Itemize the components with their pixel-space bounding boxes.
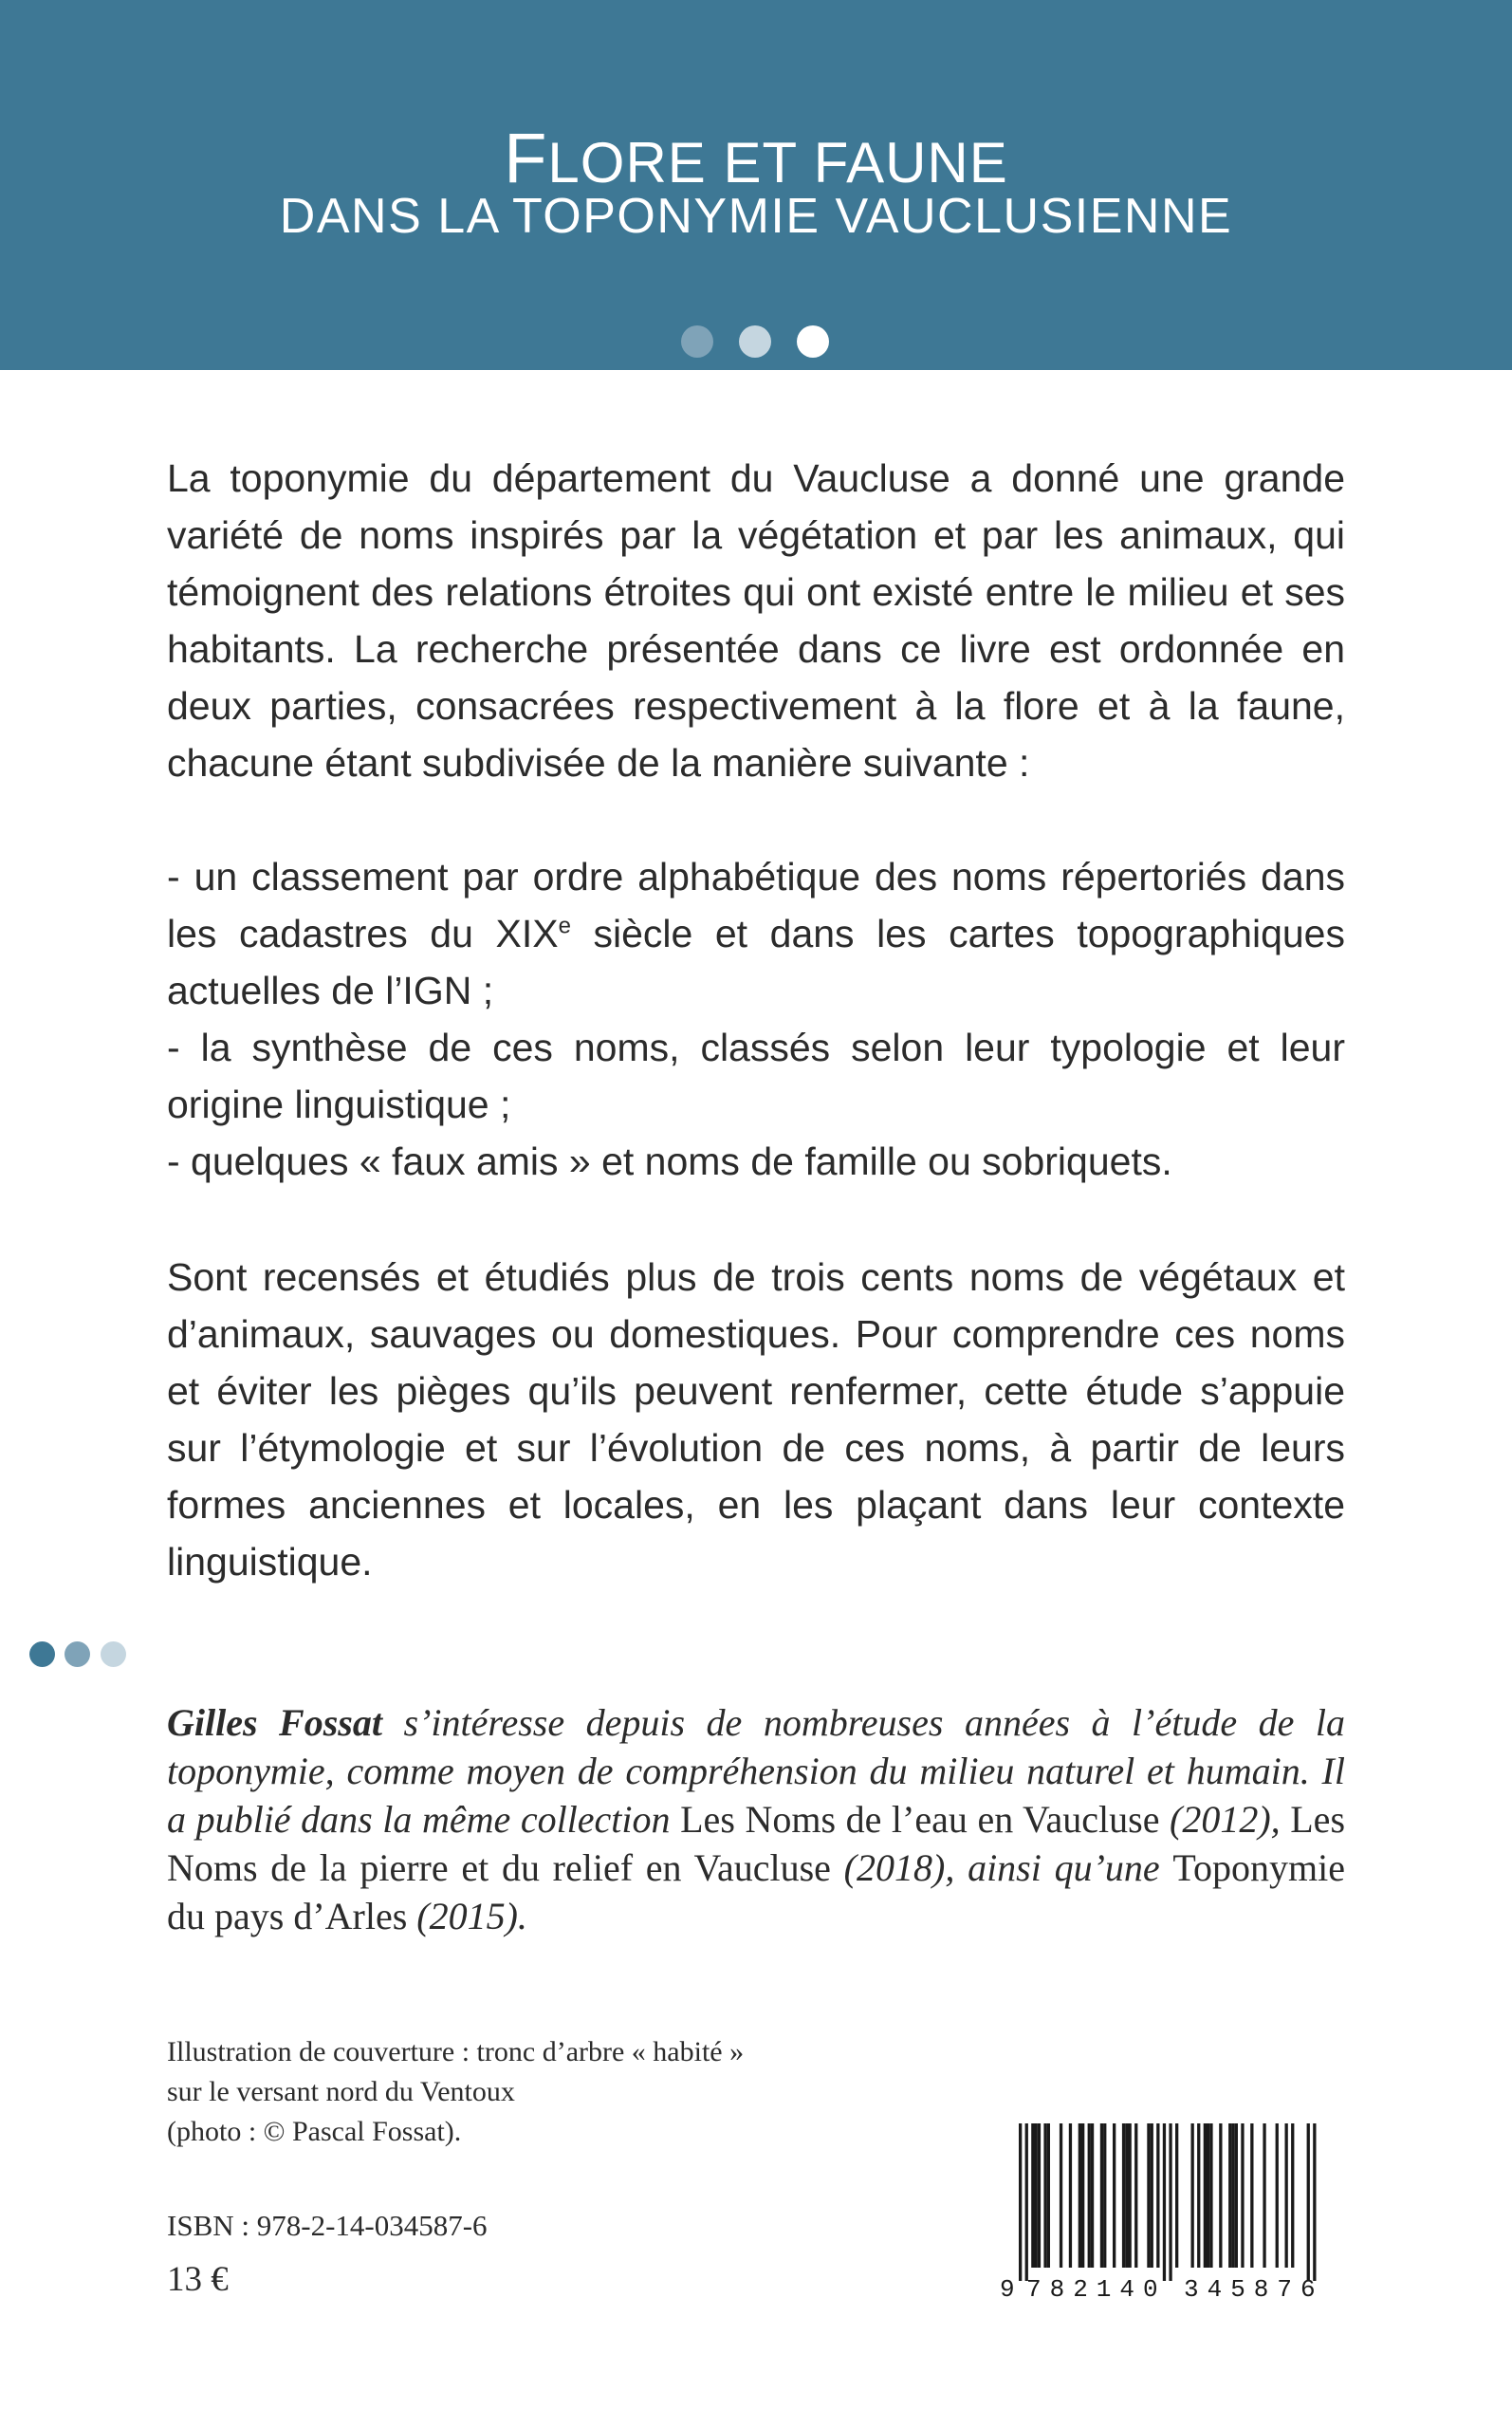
barcode-bar	[1191, 2123, 1194, 2268]
barcode-right-digits: 345876	[1184, 2275, 1324, 2300]
cover-header	[0, 0, 1512, 370]
barcode-left-digits: 782140	[1026, 2275, 1167, 2300]
barcode-bar	[1103, 2123, 1106, 2268]
barcode-bar	[1113, 2123, 1116, 2268]
barcode-bar	[1043, 2123, 1046, 2268]
barcode-bar	[1175, 2123, 1178, 2268]
price: 13 €	[167, 2260, 229, 2299]
barcode-bar	[1219, 2123, 1222, 2268]
barcode-bar	[1100, 2123, 1103, 2268]
barcode-bar	[1134, 2123, 1137, 2268]
barcode-bar	[1091, 2123, 1094, 2268]
isbn: ISBN : 978-2-14-034587-6	[167, 2209, 488, 2242]
barcode-bar	[1204, 2123, 1207, 2268]
barcode-bar	[1025, 2123, 1028, 2281]
barcode-bar	[1169, 2123, 1171, 2281]
barcode-bar	[1209, 2123, 1212, 2268]
barcode-bar	[1081, 2123, 1084, 2268]
header-dot-3	[797, 325, 829, 358]
title-line-1: FLORE ET FAUNE	[504, 119, 1008, 197]
barcode-bar	[1307, 2123, 1310, 2281]
barcode-bar	[1019, 2123, 1022, 2281]
author-bio: Gilles Fossat s’intéresse depuis de nombreuses années à l’étude de la toponymie, comme moyen de compréhension du milieu naturel et humain. Il a publié dans la même collection Les Noms de l’eau en Vaucluse (2012), Les Noms de la pierre et du relief en Vaucluse (2018), ainsi qu’une Toponymie du pays d’Arles (2015).	[167, 1701, 1346, 1937]
barcode-bar	[1147, 2123, 1150, 2268]
book-title: Toponymie du pays d’Arles	[167, 1846, 1346, 1937]
barcode-bar	[1031, 2123, 1034, 2268]
side-dot-1	[29, 1641, 55, 1667]
barcode-bar	[1241, 2123, 1244, 2268]
barcode-bar	[1088, 2123, 1091, 2268]
barcode-bar	[1129, 2123, 1132, 2268]
barcode-bar	[1291, 2123, 1294, 2268]
barcode-bar	[1207, 2123, 1209, 2268]
barcode-bar	[1060, 2123, 1062, 2268]
barcode-bar	[1197, 2123, 1200, 2268]
side-dot-3	[101, 1641, 126, 1667]
summary-paragraph-2: Sont recensés et étudiés plus de trois cents noms de végétaux et d’animaux, sauvages ou domestiques. Pour comprendre ces noms et éviter les pièges qu’ils peuvent renfermer, cette étude s’appuie sur l’étymologie et sur l’évolution de ces noms, à partir de leurs formes anciennes et locales, en les plaçant dans leur contexte linguistique.	[167, 1255, 1345, 1584]
barcode-bar	[1156, 2123, 1159, 2268]
barcode-bar	[1276, 2123, 1279, 2268]
barcode-bar	[1263, 2123, 1265, 2268]
list-item: - la synthèse de ces noms, classés selon leur typologie et leur origine linguistique ;	[167, 1026, 1345, 1126]
barcode-bar	[1151, 2123, 1153, 2268]
barcode-bar	[1228, 2123, 1231, 2268]
book-title: Les Noms de l’eau en Vaucluse	[680, 1798, 1160, 1841]
side-dot-2	[65, 1641, 90, 1667]
barcode-bar	[1038, 2123, 1041, 2268]
list-item: - quelques « faux amis » et noms de famille ou sobriquets.	[167, 1140, 1172, 1183]
title-line-2: DANS LA TOPONYMIE VAUCLUSIENNE	[279, 189, 1233, 244]
author-name: Gilles Fossat	[167, 1701, 382, 1744]
barcode-bar	[1231, 2123, 1234, 2268]
header-dot-2	[739, 325, 771, 358]
barcode-bar	[1163, 2123, 1166, 2281]
cover-credit: Illustration de couverture : tronc d’arbre « habité » sur le versant nord du Ventoux (photo : © Pascal Fossat).	[167, 2036, 745, 2147]
barcode-bar	[1313, 2123, 1316, 2281]
book-title: Les Noms de la pierre et du relief en Vaucluse	[167, 1798, 1346, 1889]
barcode-bar	[1035, 2123, 1038, 2268]
header-dot-1	[681, 325, 713, 358]
barcode-bar	[1079, 2123, 1081, 2268]
barcode-bar	[1250, 2123, 1253, 2268]
barcode-bar	[1122, 2123, 1125, 2268]
list-item: - un classement par ordre alphabétique des noms répertoriés dans les cadastres du XIXe siècle et dans les cartes topographiques actuelles de l’IGN ;	[167, 855, 1345, 1012]
barcode-bar	[1069, 2123, 1072, 2268]
barcode-bar	[1125, 2123, 1128, 2268]
barcode-bar	[1285, 2123, 1288, 2268]
barcode-bar	[1047, 2123, 1050, 2268]
barcode-bar	[1235, 2123, 1238, 2268]
barcode-first-digit: 9	[1000, 2275, 1015, 2300]
barcode	[996, 2122, 1347, 2300]
structure-list	[167, 848, 1345, 1190]
summary-paragraph-1: La toponymie du département du Vaucluse a donné une grande variété de noms inspirés par la végétation et par les animaux, qui témoignent des relations étroites qui ont existé entre le milieu et ses habitants. La recherche présentée dans ce livre est ordonnée en deux parties, consacrées respectivement à la flore et à la faune, chacune étant subdivisée de la manière suivante :	[167, 456, 1345, 785]
